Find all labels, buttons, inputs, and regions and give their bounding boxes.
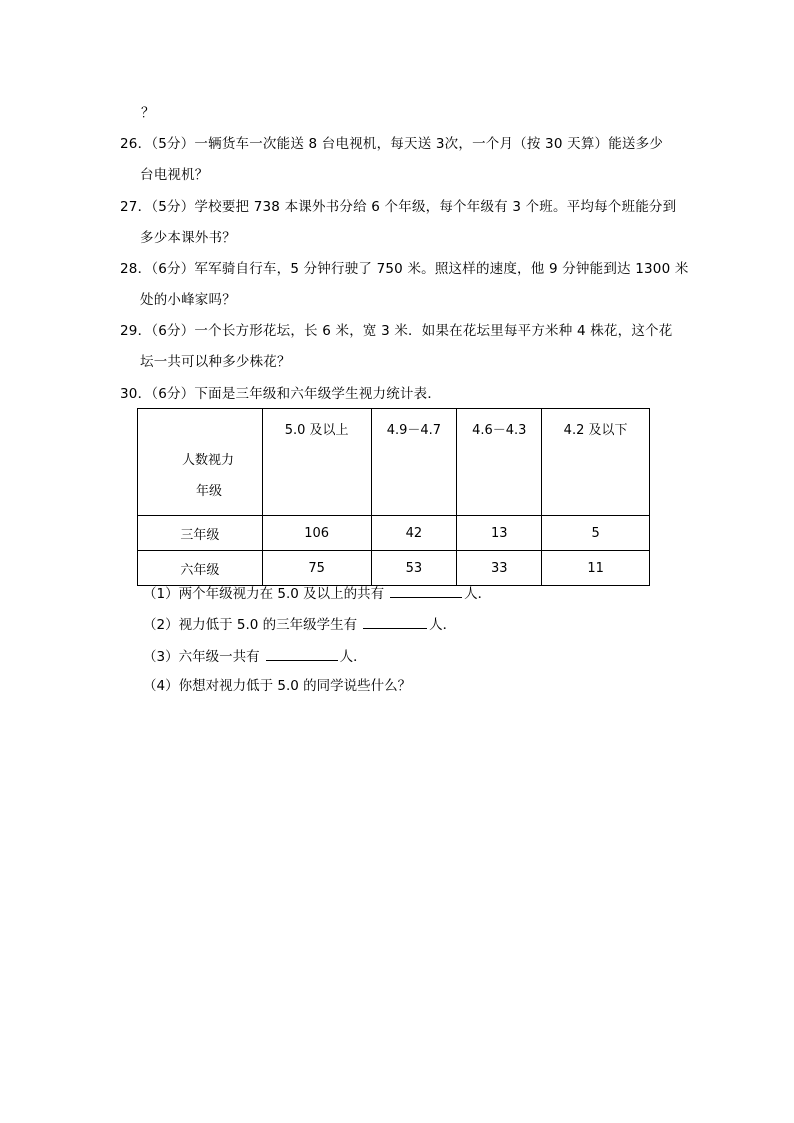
subquestion-2-suffix: 人． [429, 617, 457, 633]
column-header: 4.6－4.3 [457, 409, 542, 516]
subquestion-1 [143, 583, 491, 603]
vision-stats-table [137, 408, 650, 586]
answer-blank-2[interactable] [363, 614, 427, 629]
answer-blank-3[interactable] [266, 646, 338, 661]
corner-label-top: 人数视力 [182, 453, 235, 468]
table-corner-cell [138, 409, 263, 516]
corner-label-bottom: 年级 [196, 484, 223, 499]
top-mark: ？ [141, 105, 155, 121]
subquestion-1-text: （1）两个年级视力在 5.0 及以上的共有 [143, 586, 385, 602]
column-header: 5.0 及以上 [262, 409, 371, 516]
question-28-line1: 28．（6分）军军骑自行车，5 分钟行驶了 750 米。照这样的速度，他 9 分钟能到达 1300 米 [120, 261, 689, 277]
table-row [138, 551, 650, 586]
column-header: 4.9－4.7 [371, 409, 457, 516]
subquestion-1-suffix: 人． [464, 586, 492, 602]
question-28-line2: 处的小峰家吗？ [140, 292, 236, 308]
column-header: 4.2 及以下 [542, 409, 650, 516]
subquestion-2-text: （2）视力低于 5.0 的三年级学生有 [143, 617, 358, 633]
question-30-line1: 30．（6分）下面是三年级和六年级学生视力统计表． [120, 386, 442, 402]
question-27-line2: 多少本课外书？ [140, 230, 236, 246]
question-29-line2: 坛一共可以种多少株花？ [140, 354, 291, 370]
subquestion-2 [143, 614, 456, 634]
table-cell: 13 [457, 516, 542, 551]
subquestion-4-text: （4）你想对视力低于 5.0 的同学说些什么？ [143, 678, 412, 694]
table-cell: 5 [542, 516, 650, 551]
question-26-line2: 台电视机？ [140, 167, 209, 183]
row-label: 六年级 [138, 551, 263, 586]
table-cell: 53 [371, 551, 457, 586]
table-row [138, 516, 650, 551]
subquestion-4 [143, 677, 411, 695]
table-header-row [138, 409, 650, 516]
table-cell: 106 [262, 516, 371, 551]
table-cell: 11 [542, 551, 650, 586]
table-cell: 33 [457, 551, 542, 586]
question-27-line1: 27．（5分）学校要把 738 本课外书分给 6 个年级，每个年级有 3 个班。平均每个班能分到 [120, 199, 677, 215]
answer-blank-1[interactable] [390, 583, 462, 598]
row-label: 三年级 [138, 516, 263, 551]
question-26-line1: 26．（5分）一辆货车一次能送 8 台电视机，每天送 3次，一个月（按 30 天算）能送多少 [120, 136, 664, 152]
table-cell: 75 [262, 551, 371, 586]
question-29-line1: 29．（6分）一个长方形花坛，长 6 米，宽 3 米．如果在花坛里每平方米种 4 株花，这个花 [120, 323, 673, 339]
subquestion-3-text: （3）六年级一共有 [143, 649, 260, 665]
subquestion-3-suffix: 人． [339, 649, 367, 665]
table-cell: 42 [371, 516, 457, 551]
subquestion-3 [143, 646, 367, 666]
